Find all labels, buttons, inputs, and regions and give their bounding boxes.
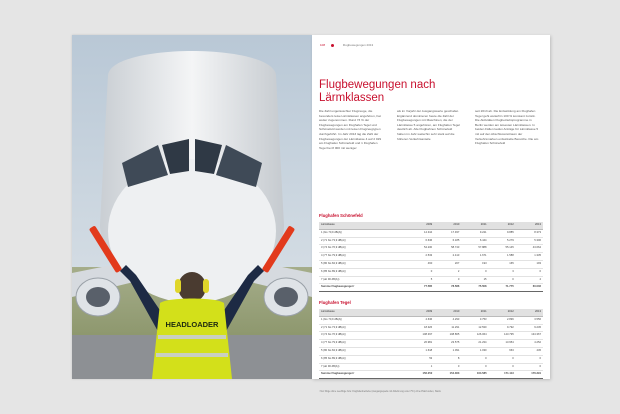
- header-divider-dot: [331, 44, 334, 47]
- table-cell: 0: [434, 276, 461, 284]
- table-cell: 0: [516, 355, 543, 363]
- table-cell: 60.002: [516, 284, 543, 292]
- table-cell: 53: [407, 355, 434, 363]
- table-title-tegel: Flughafen Tegel: [319, 300, 351, 305]
- table-cell: 15: [461, 276, 488, 284]
- noise-table-schoenefeld: [319, 222, 543, 292]
- table-cell: 11.291: [434, 324, 461, 332]
- table-cell: 9.245: [516, 324, 543, 332]
- page-number: 108: [320, 43, 326, 47]
- table-cell: 0: [516, 268, 543, 276]
- table-cell: 78.586: [434, 284, 461, 292]
- table-title-schoenefeld: Flughafen Schönefeld: [319, 213, 363, 218]
- table-cell: 1 (bis 70,9 dB(A)): [319, 316, 407, 324]
- table-cell: 58.743: [434, 245, 461, 253]
- table-cell: 3 (74 bis 76,9 dB(A)): [319, 332, 407, 340]
- table-cell: 0: [489, 276, 516, 284]
- table-cell: 663: [489, 347, 516, 355]
- table-cell: 154.363: [434, 371, 461, 379]
- table-cell: 193: [516, 260, 543, 268]
- column-header: 2012: [489, 222, 516, 229]
- table-cell: 77.585: [407, 284, 434, 292]
- table-cell: 9.792: [489, 324, 516, 332]
- table-cell: 1.030: [461, 347, 488, 355]
- table-cell: 165: [489, 260, 516, 268]
- table-row: [319, 260, 543, 268]
- column-header: 2013: [516, 309, 543, 316]
- table-cell: 6.444: [461, 237, 488, 245]
- table-cell: 4.252: [516, 340, 543, 348]
- table-row: [319, 355, 543, 363]
- table-cell: 6.636: [407, 237, 434, 245]
- table-row: [319, 347, 543, 355]
- table-row: [319, 340, 543, 348]
- column-header: 2009: [407, 309, 434, 316]
- table-cell: Summe Flugbewegungen¹: [319, 371, 407, 379]
- page-title: Flugbewegungen nach Lärmklassen: [319, 79, 436, 104]
- table-cell: 5.306: [516, 237, 543, 245]
- table-cell: 3: [489, 268, 516, 276]
- column-header: 2010: [434, 309, 461, 316]
- table-cell: 3.753: [461, 316, 488, 324]
- table-cell: 0: [434, 363, 461, 371]
- table-cell: 5 (80 bis 84,9 dB(A)): [319, 260, 407, 268]
- column-header: 2012: [489, 309, 516, 316]
- table-cell: 0: [461, 268, 488, 276]
- table-cell: 12.530: [461, 324, 488, 332]
- noise-table-tegel: [319, 309, 543, 379]
- table-cell: 3.556: [516, 316, 543, 324]
- table-cell: 207: [434, 260, 461, 268]
- body-text-column-3: seit 2013 ab. Die Entwicklung am Flughafen Tegel geht weiterhin 100 % konstant zurück. Die Aktivitäten Flugbetriebsprogramme in Berlin werden am leisesten Lärmklassen. In beiden Fällen laufen Anträge für Lärmklasse 5 mit auf den Abschlusszeitraum der Verkehrsmarken entwickelte Bereiche. Die am Flughafen Schönefeld: [475, 109, 539, 146]
- table-header-row: [319, 222, 543, 229]
- table-cell: 0: [516, 363, 543, 371]
- vest-text: HEADLOADER: [165, 320, 219, 329]
- report-page: [312, 35, 550, 393]
- table-footnote: ¹ Nur Flüge ohne Leerflüge bzw. Flughafenbetriebe (Ausgangsquelle mit Ablehnung unter 75 t) ohne Platzrunden, Starts: [319, 391, 441, 393]
- table-cell: 1.091: [434, 347, 461, 355]
- table-cell: 23.575: [434, 340, 461, 348]
- table-cell: 1.335: [516, 253, 543, 261]
- body-text-column-1: Die Zahl ungeräuschter Flugzeuge, die besonders leise Lärmklassen angehören, hat weiter zugenommen. Rund 73 % der Flugbewegungen am Flughafen Tegel und Schönefeld werden mit leisen Flugzeugtypen durchgeführt. Im Jahr 2013 lag die Zahl der Flugbewegungen der Lärmklasse 4 auf 2 029 am Flughafen Schönefeld und 1 Flughafen Tegel bei 8 000 mit weniger: [319, 109, 382, 150]
- table-cell: 75.508: [461, 284, 488, 292]
- table-cell: 2 (71 bis 73,9 dB(A)): [319, 324, 407, 332]
- table-cell: 9.221: [461, 229, 488, 237]
- table-cell: 18.326: [407, 324, 434, 332]
- table-cell: Summe Flugbewegungen¹: [319, 284, 407, 292]
- table-cell: 1 (bis 70,9 dB(A)): [319, 229, 407, 237]
- table-cell: 7 (ab 90 dB(A)): [319, 363, 407, 371]
- table-cell: 108.865: [434, 332, 461, 340]
- section-title: Flugbewegungen 2013: [342, 43, 374, 47]
- table-cell: 4.293: [434, 316, 461, 324]
- table-row: [319, 245, 543, 253]
- aircraft-marshaller-photo: [72, 35, 312, 379]
- table-cell: 156.252: [407, 371, 434, 379]
- table-cell: 2: [434, 268, 461, 276]
- table-cell: 108.397: [407, 332, 434, 340]
- table-cell: 134.367: [516, 332, 543, 340]
- table-row: [319, 316, 543, 324]
- table-total-row: [319, 284, 543, 292]
- table-cell: 17.937: [434, 229, 461, 237]
- table-cell: 6 (85 bis 89,9 dB(A)): [319, 355, 407, 363]
- table-cell: 143.795: [489, 332, 516, 340]
- table-cell: 71.775: [489, 284, 516, 292]
- table-cell: 0: [461, 363, 488, 371]
- table-row: [319, 253, 543, 261]
- table-header-row: [319, 309, 543, 316]
- marshaller-head: [178, 272, 206, 302]
- table-cell: 5: [407, 276, 434, 284]
- table-cell: 4.636: [407, 316, 434, 324]
- table-row: [319, 276, 543, 284]
- table-cell: 3 (74 bis 76,9 dB(A)): [319, 245, 407, 253]
- table-cell: 2 (71 bis 73,9 dB(A)): [319, 237, 407, 245]
- table-row: [319, 268, 543, 276]
- table-cell: 1: [407, 363, 434, 371]
- table-cell: 7 (ab 90 dB(A)): [319, 276, 407, 284]
- column-header: 2010: [434, 222, 461, 229]
- table-cell: 54.230: [407, 245, 434, 253]
- column-header: Lärmklasse: [319, 222, 407, 229]
- table-cell: 8.373: [516, 229, 543, 237]
- table-cell: 176.391: [516, 371, 543, 379]
- table-cell: 0: [489, 355, 516, 363]
- table-row: [319, 332, 543, 340]
- table-cell: 193: [461, 260, 488, 268]
- table-cell: 164.585: [461, 371, 488, 379]
- table-cell: 126.064: [461, 332, 488, 340]
- column-header: 2011: [461, 222, 488, 229]
- table-cell: 171.113: [489, 371, 516, 379]
- photo-illustration: [72, 35, 312, 379]
- table-row: [319, 229, 543, 237]
- column-header: 2013: [516, 222, 543, 229]
- table-cell: 0: [407, 268, 434, 276]
- table-cell: 6.185: [434, 237, 461, 245]
- table-row: [319, 363, 543, 371]
- column-header: 2011: [461, 309, 488, 316]
- table-row: [319, 237, 543, 245]
- table-cell: 2.413: [434, 253, 461, 261]
- body-text-column-2: als im Vorjahr der Ausgangswerte geschaltet. Ergänzend dominieren heute die Zahl der Flugbewegungen mit Maschinen, die der Lärmklasse 5 angehören, am Flughafen Tegel deutlich ab. Alle Flugbahnen Schönefeld haben im Jahr weiterhin sehr stark auf die höheren Verkehrsanteile: [397, 109, 460, 141]
- table-cell: 2.533: [407, 253, 434, 261]
- table-cell: 14.344: [407, 229, 434, 237]
- table-total-row: [319, 371, 543, 379]
- table-cell: 55.145: [489, 245, 516, 253]
- table-cell: 9.885: [489, 229, 516, 237]
- table-cell: 26.981: [407, 340, 434, 348]
- table-cell: 4: [516, 276, 543, 284]
- table-cell: 5.279: [489, 237, 516, 245]
- table-cell: 13.954: [489, 340, 516, 348]
- table-cell: 460: [407, 260, 434, 268]
- table-cell: 43.664: [516, 245, 543, 253]
- column-header: 2009: [407, 222, 434, 229]
- table-cell: 8: [434, 355, 461, 363]
- table-cell: 1.671: [461, 253, 488, 261]
- table-cell: 1.618: [407, 347, 434, 355]
- table-cell: 1.588: [489, 253, 516, 261]
- page-header: [320, 42, 540, 48]
- table-cell: 4 (77 bis 79,9 dB(A)): [319, 340, 407, 348]
- table-cell: 445: [516, 347, 543, 355]
- table-cell: 0: [489, 363, 516, 371]
- table-cell: 4 (77 bis 79,9 dB(A)): [319, 253, 407, 261]
- table-cell: 6 (85 bis 89,9 dB(A)): [319, 268, 407, 276]
- table-cell: 2.896: [489, 316, 516, 324]
- column-header: Lärmklasse: [319, 309, 407, 316]
- table-row: [319, 324, 543, 332]
- table-cell: 21.234: [461, 340, 488, 348]
- table-cell: 5 (80 bis 84,9 dB(A)): [319, 347, 407, 355]
- table-cell: 57.888: [461, 245, 488, 253]
- table-cell: 0: [461, 355, 488, 363]
